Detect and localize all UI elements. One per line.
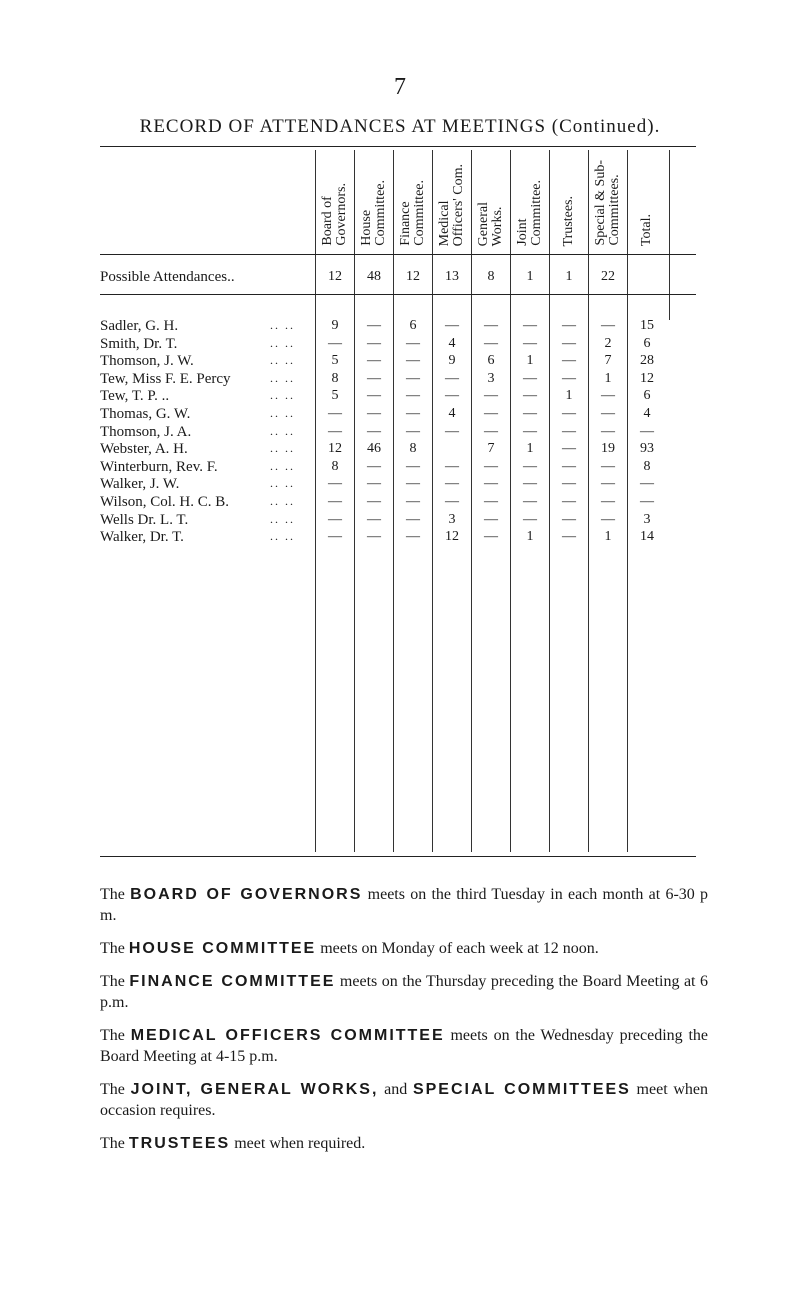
table-cell: 46 [367, 441, 381, 457]
table-cell: — [601, 423, 615, 439]
page-title: RECORD OF ATTENDANCES AT MEETINGS (Continued). [139, 116, 661, 137]
table-cell: — [406, 511, 420, 527]
table-cell: — [406, 335, 420, 351]
table-cell: — [562, 406, 576, 421]
table-cell: — [601, 476, 615, 492]
note-mid: and [378, 1081, 413, 1098]
table-row [100, 406, 696, 423]
table-cell: 1 [526, 529, 534, 545]
table-cell: — [523, 458, 537, 474]
table-cell: — [406, 458, 420, 474]
table-cell: 8 [331, 370, 339, 386]
table-cell: 19 [601, 441, 615, 457]
table-cell: — [484, 423, 498, 439]
table-cell: — [406, 388, 420, 404]
table-cell: — [523, 406, 537, 421]
table-row [100, 388, 696, 405]
column-header [433, 156, 471, 246]
leader-dots: .. .. [270, 423, 295, 438]
member-name: Wilson, Col. H. C. B. [100, 494, 229, 510]
table-top-rule [100, 146, 696, 147]
table-cell: — [406, 529, 420, 545]
table-cell: — [367, 406, 381, 421]
note-text: meets on Monday of each week at 12 noon. [316, 940, 599, 957]
member-name: Thomas, G. W. [100, 406, 191, 422]
table-cell: 6 [487, 353, 495, 369]
table-cell: — [445, 318, 459, 333]
leader-dots: .. .. [270, 406, 295, 420]
table-cell: 4 [643, 406, 651, 421]
table-cell: 8 [331, 458, 339, 474]
leader-dots: .. .. [270, 318, 295, 332]
table-cell: 1 [565, 388, 573, 404]
table-cell: 9 [331, 318, 339, 333]
table-cell: — [562, 423, 576, 439]
table-cell: — [562, 494, 576, 509]
meeting-note [100, 1025, 708, 1067]
note-prefix: The [100, 940, 129, 957]
table-row [100, 371, 696, 388]
column-header-label: Medical Officers' Com. [437, 163, 466, 246]
table-cell: — [445, 494, 459, 509]
note-text: meet when occasion requires. [100, 1081, 709, 1119]
table-cell: 2 [604, 335, 612, 351]
member-name: Tew, T. P. .. [100, 388, 170, 405]
table-cell: — [328, 406, 342, 421]
member-name: Winterburn, Rev. F. [100, 458, 218, 475]
note-heading: MEDICAL OFFICERS COMMITTEE [130, 1027, 445, 1044]
table-cell: 4 [448, 406, 456, 421]
note-text: meets on the Wednesday preceding the Board Meeting at 4-15 p.m. [100, 1027, 709, 1065]
table-cell: — [562, 335, 576, 351]
table-cell: 1 [526, 353, 534, 369]
table-cell: 7 [487, 441, 495, 457]
table-cell: 8 [409, 441, 417, 457]
table-row [100, 318, 696, 335]
member-name: Webster, A. H. [100, 441, 188, 458]
table-cell: — [367, 529, 381, 545]
table-cell: — [367, 494, 381, 509]
table-row [100, 494, 696, 511]
table-cell: 1 [526, 441, 534, 457]
leader-dots: .. .. [270, 529, 295, 544]
table-cell: 1 [604, 370, 612, 386]
column-header [472, 156, 510, 246]
note-heading: HOUSE COMMITTEE [128, 940, 317, 957]
member-name: Walker, Dr. T. [100, 529, 184, 546]
table-cell: 93 [640, 441, 654, 457]
table-cell: — [484, 529, 498, 545]
table-cell: — [328, 476, 342, 492]
table-cell: — [406, 423, 420, 439]
table-cell: — [562, 318, 576, 333]
table-cell: — [484, 511, 498, 527]
column-header [589, 156, 627, 246]
table-cell: — [484, 458, 498, 474]
table-cell: — [523, 318, 537, 333]
table-cell: 8 [487, 269, 495, 284]
column-header-label: House Committee. [359, 180, 388, 246]
table-cell: — [523, 476, 537, 492]
table-cell: 3 [448, 511, 456, 527]
member-name: Thomson, J. A. [100, 423, 192, 440]
column-header [511, 156, 549, 246]
note-text: meets on the Thursday preceding the Board Meeting at 6 p.m. [100, 973, 708, 1011]
column-header [550, 156, 588, 246]
table-row [100, 459, 696, 476]
table-cell: 6 [409, 318, 417, 333]
table-cell: — [367, 458, 381, 474]
table-cell: 3 [487, 370, 495, 386]
column-header [394, 156, 432, 246]
column-header-label: Finance Committee. [398, 180, 427, 246]
note-text: meets on the third Tuesday in each month at 6-30 p m. [100, 886, 709, 924]
meeting-note [100, 884, 708, 926]
meeting-note [100, 1133, 708, 1154]
column-header-label: General Works. [476, 201, 505, 246]
table-row [100, 336, 696, 353]
table-cell: — [367, 353, 381, 369]
column-header-label: Trustees. [561, 195, 576, 246]
table-cell: — [406, 476, 420, 492]
table-cell: — [562, 370, 576, 386]
leader-dots: .. .. [270, 441, 295, 456]
table-cell: — [523, 388, 537, 404]
table-cell: 15 [640, 318, 654, 333]
table-cell: — [523, 335, 537, 351]
table-cell: — [367, 370, 381, 386]
member-name: Wells Dr. L. T. [100, 511, 189, 528]
member-name: Sadler, G. H. [100, 318, 179, 334]
table-row [100, 529, 696, 546]
table-cell: — [328, 423, 342, 439]
table-cell: — [484, 476, 498, 492]
table-cell: — [328, 511, 342, 527]
table-cell: 1 [604, 529, 612, 545]
table-cell: — [562, 441, 576, 457]
note-prefix: The [100, 1081, 131, 1098]
table-cell: — [640, 476, 654, 492]
table-cell: 12 [328, 269, 342, 284]
table-cell: — [523, 370, 537, 386]
page-number: 7 [394, 74, 406, 100]
table-cell: 12 [406, 269, 420, 284]
member-name: Tew, Miss F. E. Percy [100, 370, 231, 387]
leader-dots: .. .. [270, 388, 295, 403]
table-cell: 28 [640, 353, 654, 369]
table-row [100, 424, 696, 441]
table-cell: 12 [640, 370, 654, 386]
table-cell: — [406, 494, 420, 509]
table-cell: — [523, 423, 537, 439]
table-cell: 14 [640, 529, 654, 545]
table-cell: — [445, 476, 459, 492]
table-row [100, 353, 696, 370]
meeting-note [100, 1079, 708, 1121]
column-header-label: Board of Governors. [320, 183, 349, 246]
note-heading: SPECIAL COMMITTEES [412, 1081, 631, 1098]
table-cell: 12 [445, 529, 459, 545]
note-prefix: The [100, 1135, 129, 1152]
table-cell: — [367, 388, 381, 404]
column-header [355, 156, 393, 246]
table-cell: — [445, 388, 459, 404]
table-cell: 22 [601, 269, 615, 284]
header-rule [100, 254, 696, 255]
table-cell: — [484, 318, 498, 333]
table-cell: 3 [643, 511, 651, 527]
table-cell: — [445, 370, 459, 386]
table-row [100, 476, 696, 493]
table-cell: — [367, 318, 381, 333]
table-cell: 6 [643, 388, 651, 404]
note-prefix: The [100, 886, 131, 903]
table-cell: 5 [331, 353, 339, 369]
table-row [100, 441, 696, 458]
table-cell: 8 [643, 458, 651, 474]
table-cell: 6 [643, 335, 651, 351]
table-cell: — [601, 388, 615, 404]
table-cell: — [601, 458, 615, 474]
table-cell: — [562, 458, 576, 474]
table-cell: 9 [448, 353, 456, 369]
column-header [628, 156, 666, 246]
table-cell: — [601, 318, 615, 333]
table-cell: 4 [448, 335, 456, 351]
table-cell: — [484, 388, 498, 404]
meeting-notes [100, 884, 708, 1166]
note-heading: TRUSTEES [128, 1135, 231, 1152]
table-cell: 48 [367, 269, 381, 284]
table-cell: — [601, 494, 615, 509]
meeting-note [100, 938, 708, 959]
table-cell: — [367, 335, 381, 351]
table-cell: — [523, 494, 537, 509]
table-cell: — [367, 511, 381, 527]
possible-attendances-row [100, 269, 696, 286]
possible-attendances-label: Possible Attendances.. [100, 269, 235, 285]
table-cell: — [640, 494, 654, 509]
note-prefix: The [100, 1027, 131, 1044]
table-cell: — [328, 529, 342, 545]
attendance-table [100, 146, 696, 858]
leader-dots: .. .. [270, 476, 295, 491]
table-cell: 1 [565, 269, 573, 284]
member-name: Thomson, J. W. [100, 353, 194, 370]
table-cell: — [562, 529, 576, 545]
table-cell: 12 [328, 441, 342, 457]
table-cell: — [406, 353, 420, 369]
note-prefix: The [100, 973, 130, 990]
leader-dots: .. .. [270, 511, 295, 526]
table-cell: — [367, 423, 381, 439]
table-cell: — [484, 335, 498, 351]
table-cell: — [445, 458, 459, 474]
table-cell: — [328, 494, 342, 509]
note-text: meet when required. [230, 1135, 366, 1152]
note-heading: BOARD OF GOVERNORS [130, 886, 363, 903]
table-cell: — [562, 476, 576, 492]
table-cell: — [445, 423, 459, 439]
column-header-label: Total. [639, 213, 654, 246]
table-cell: — [484, 406, 498, 421]
column-header-label: Special & Sub- Committees. [593, 160, 622, 246]
table-cell: 13 [445, 269, 459, 284]
table-cell: — [523, 511, 537, 527]
leader-dots: .. .. [270, 370, 295, 385]
possible-rule [100, 294, 696, 295]
table-row [100, 512, 696, 529]
table-cell: — [562, 511, 576, 527]
note-heading: FINANCE COMMITTEE [129, 973, 336, 990]
table-cell: — [601, 406, 615, 421]
table-cell: — [406, 406, 420, 421]
column-header [316, 156, 354, 246]
leader-dots: .. .. [270, 458, 295, 473]
column-header-label: Joint Committee. [515, 180, 544, 246]
meeting-note [100, 971, 708, 1013]
table-bottom-rule [100, 856, 696, 857]
table-cell: — [328, 335, 342, 351]
table-cell: — [640, 423, 654, 439]
table-cell: — [601, 511, 615, 527]
table-cell: — [484, 494, 498, 509]
leader-dots: .. .. [270, 494, 295, 508]
note-heading: JOINT, GENERAL WORKS, [130, 1081, 379, 1098]
table-cell: — [367, 476, 381, 492]
member-name: Smith, Dr. T. [100, 335, 178, 352]
table-cell: 7 [604, 353, 612, 369]
leader-dots: .. .. [270, 353, 295, 368]
leader-dots: .. .. [270, 335, 295, 350]
table-cell: 1 [526, 269, 534, 284]
table-cell: — [562, 353, 576, 369]
table-cell: 5 [331, 388, 339, 404]
table-cell: — [406, 370, 420, 386]
member-name: Walker, J. W. [100, 476, 180, 493]
